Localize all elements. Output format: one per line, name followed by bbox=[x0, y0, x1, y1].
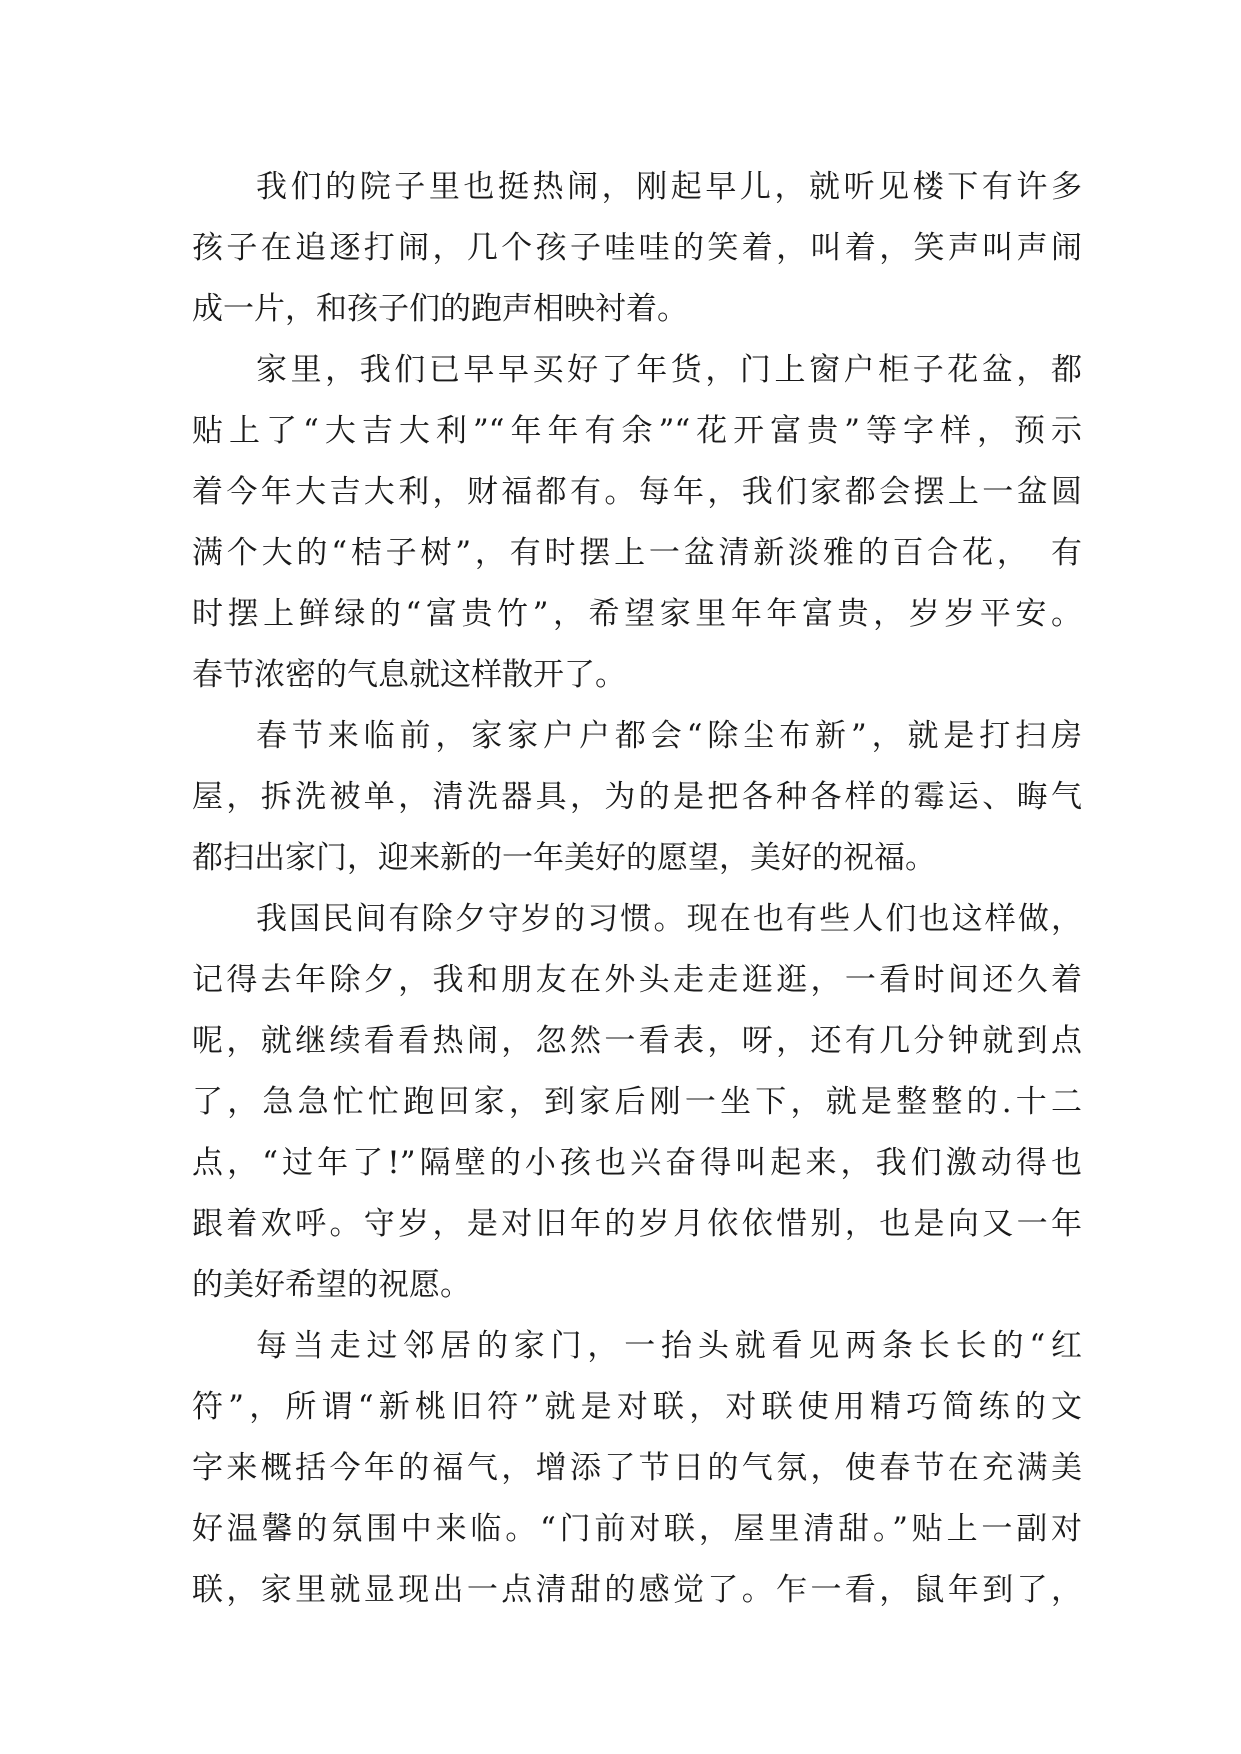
text-line: 我们的院子里也挺热闹，刚起早儿，就听见楼下有许多 bbox=[256, 169, 1082, 205]
paragraph-4 bbox=[192, 889, 1082, 1316]
text-line: 家里，我们已早早买好了年货，门上窗户柜子花盆，都 bbox=[256, 352, 1082, 388]
text-line: 都扫出家门，迎来新的一年美好的愿望，美好的祝福。 bbox=[192, 840, 936, 876]
text-line: 满个大的“桔子树”，有时摆上一盆清新淡雅的百合花， 有 bbox=[192, 535, 1082, 571]
text-line: 跟着欢呼。守岁，是对旧年的岁月依依惜别，也是向又一年 bbox=[192, 1206, 1082, 1242]
text-line: 春节来临前，家家户户都会“除尘布新”，就是打扫房 bbox=[256, 718, 1082, 754]
text-line: 贴上了“大吉大利”“年年有余”“花开富贵”等字样，预示 bbox=[192, 413, 1082, 449]
text-line: 我国民间有除夕守岁的习惯。现在也有些人们也这样做， bbox=[256, 901, 1082, 937]
text-line: 春节浓密的气息就这样散开了。 bbox=[192, 657, 626, 693]
paragraph-5 bbox=[192, 1316, 1082, 1621]
text-line: 时摆上鲜绿的“富贵竹”，希望家里年年富贵，岁岁平安。 bbox=[192, 596, 1082, 632]
text-line: 的美好希望的祝愿。 bbox=[192, 1267, 471, 1303]
paragraph-2 bbox=[192, 340, 1082, 706]
document-body bbox=[192, 157, 1082, 1621]
text-line: 点，“过年了!”隔壁的小孩也兴奋得叫起来，我们激动得也 bbox=[192, 1145, 1082, 1181]
text-line: 记得去年除夕，我和朋友在外头走走逛逛，一看时间还久着 bbox=[192, 962, 1082, 998]
text-line: 联，家里就显现出一点清甜的感觉了。乍一看，鼠年到了， bbox=[192, 1572, 1082, 1608]
text-line: 符”，所谓“新桃旧符”就是对联，对联使用精巧简练的文 bbox=[192, 1389, 1082, 1425]
text-line: 每当走过邻居的家门，一抬头就看见两条长长的“红 bbox=[256, 1328, 1082, 1364]
text-line: 好温馨的氛围中来临。“门前对联，屋里清甜。”贴上一副对 bbox=[192, 1511, 1082, 1547]
text-line: 屋，拆洗被单，清洗器具，为的是把各种各样的霉运、晦气 bbox=[192, 779, 1082, 815]
text-line: 了，急急忙忙跑回家，到家后刚一坐下，就是整整的.十二 bbox=[192, 1084, 1082, 1120]
paragraph-3 bbox=[192, 706, 1082, 889]
paragraph-1 bbox=[192, 157, 1082, 340]
text-line: 着今年大吉大利，财福都有。每年，我们家都会摆上一盆圆 bbox=[192, 474, 1082, 510]
text-line: 字来概括今年的福气，增添了节日的气氛，使春节在充满美 bbox=[192, 1450, 1082, 1486]
text-line: 成一片，和孩子们的跑声相映衬着。 bbox=[192, 291, 688, 327]
text-line: 呢，就继续看看热闹，忽然一看表，呀，还有几分钟就到点 bbox=[192, 1023, 1082, 1059]
text-line: 孩子在追逐打闹，几个孩子哇哇的笑着，叫着，笑声叫声闹 bbox=[192, 230, 1082, 266]
